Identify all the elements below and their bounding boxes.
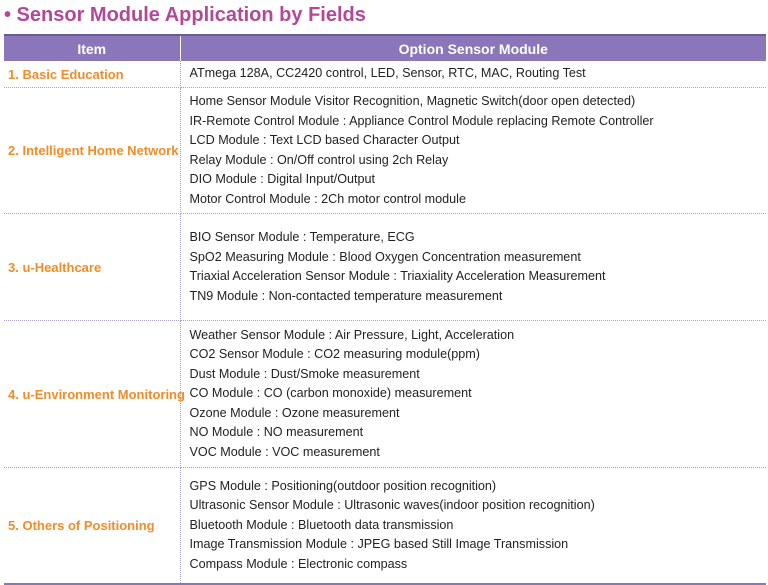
option-line: NO Module : NO measurement [189, 425, 364, 440]
table-row [4, 214, 766, 321]
sensor-module-table [4, 34, 766, 585]
option-line: DIO Module : Digital Input/Output [189, 172, 375, 186]
options-cell [180, 214, 766, 321]
header-item: Item [4, 35, 180, 61]
option-line: Compass Module : Electronic compass [189, 556, 408, 571]
table-row [4, 61, 766, 88]
options-cell [180, 468, 766, 585]
option-line: Dust Module : Dust/Smoke measurement [189, 366, 420, 381]
option-line: Motor Control Module : 2Ch motor control module [189, 191, 466, 206]
option-line: TN9 Module : Non-contacted temperature measurement [189, 288, 503, 303]
table-row [4, 88, 766, 214]
item-u-healthcare: 3. u-Healthcare [4, 214, 180, 321]
item-others-of-positioning: 5. Others of Positioning [4, 468, 180, 585]
option-line: Image Transmission Module : JPEG based Still Image Transmission [189, 537, 569, 552]
option-line: CO Module : CO (carbon monoxide) measurement [189, 386, 472, 401]
option-line: ATmega 128A, CC2420 control, LED, Sensor, RTC, MAC, Routing Test [189, 66, 586, 81]
option-line: Relay Module : On/Off control using 2ch Relay [189, 152, 449, 167]
option-line: BIO Sensor Module : Temperature, ECG [189, 230, 415, 244]
options-cell [180, 88, 766, 214]
option-line: LCD Module : Text LCD based Character Output [189, 133, 460, 147]
options-cell [180, 61, 766, 88]
option-line: GPS Module : Positioning(outdoor position recognition) [189, 478, 497, 493]
header-option-sensor-module: Option Sensor Module [180, 35, 766, 61]
table-header-row [4, 35, 766, 61]
option-line: Triaxial Acceleration Sensor Module : Triaxiality Acceleration Measurement [189, 269, 606, 283]
option-line: IR-Remote Control Module : Appliance Control Module replacing Remote Controller [189, 113, 654, 128]
option-line: Bluetooth Module : Bluetooth data transmission [189, 517, 454, 532]
item-basic-education: 1. Basic Education [4, 61, 180, 88]
item-u-environment-monitoring: 4. u-Environment Monitoring [4, 321, 180, 468]
option-line: VOC Module : VOC measurement [189, 444, 380, 459]
item-intelligent-home-network: 2. Intelligent Home Network [4, 88, 180, 214]
option-line: Home Sensor Module Visitor Recognition, Magnetic Switch(door open detected) [189, 94, 636, 108]
option-line: Ultrasonic Sensor Module : Ultrasonic waves(indoor position recognition) [189, 498, 595, 513]
option-line: SpO2 Measuring Module : Blood Oxygen Concentration measurement [189, 249, 581, 264]
option-line: CO2 Sensor Module : CO2 measuring module(ppm) [189, 347, 480, 362]
table-row [4, 468, 766, 585]
page-title: • Sensor Module Application by Fields [4, 4, 366, 26]
table-row [4, 321, 766, 468]
option-line: Ozone Module : Ozone measurement [189, 405, 400, 420]
options-cell [180, 321, 766, 468]
option-line: Weather Sensor Module : Air Pressure, Light, Acceleration [189, 327, 515, 342]
